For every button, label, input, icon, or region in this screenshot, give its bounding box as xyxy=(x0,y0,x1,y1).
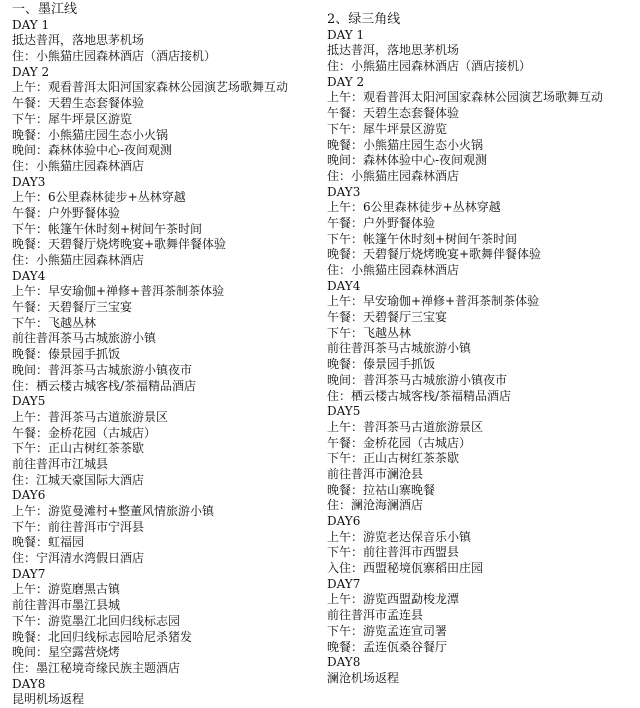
itinerary-line: 晚餐：天碧餐厅烧烤晚宴+歌舞伴餐体验 xyxy=(327,247,542,262)
day-heading: DAY 2 xyxy=(327,74,365,89)
itinerary-line: 上午：观看普洱太阳河国家森林公园演艺场歌舞互动 xyxy=(327,90,604,105)
itinerary-line: 下午：帐篷午休时刻+树间午茶时间 xyxy=(12,221,203,236)
day-heading: DAY4 xyxy=(327,278,361,293)
itinerary-line: 住：小熊猫庄园森林酒店 xyxy=(327,263,460,277)
itinerary-line: 上午：观看普洱太阳河国家森林公园演艺场歌舞互动 xyxy=(12,80,289,95)
itinerary-line: 前往普洱市澜沧县 xyxy=(327,466,424,481)
itinerary-line: 午餐：户外野餐体验 xyxy=(12,205,121,220)
itinerary-line: 前往普洱茶马古城旅游小镇 xyxy=(12,331,157,346)
day-heading: DAY 2 xyxy=(12,64,50,79)
itinerary-line: 晚间：普洱茶马古城旅游小镇夜市 xyxy=(12,362,193,377)
day-heading: DAY6 xyxy=(327,514,361,528)
itinerary-line: 午餐：天碧生态套餐体验 xyxy=(12,96,145,111)
itinerary-line: 上午：游览西盟勐梭龙潭 xyxy=(327,592,460,607)
itinerary-line: 下午：犀牛坪景区游览 xyxy=(12,111,133,126)
itinerary-line: 住：江城天豪国际大酒店 xyxy=(12,472,145,487)
day-heading: DAY3 xyxy=(12,174,46,189)
itinerary-line: 晚餐：小熊猫庄园生态小火锅 xyxy=(327,137,484,152)
itinerary-line: 下午：正山古树红茶茶歇 xyxy=(327,451,460,466)
itinerary-line: 上午：早安瑜伽+禅修+普洱茶制茶体验 xyxy=(327,294,540,309)
day-heading: DAY 1 xyxy=(327,27,365,42)
itinerary-line: 午餐：天碧餐厅三宝宴 xyxy=(327,310,448,325)
itinerary-line: 午餐：金桥花园（古城店） xyxy=(327,435,472,450)
itinerary-green-triangle-column xyxy=(327,12,633,687)
itinerary-line: 晚餐：傣景园手抓饭 xyxy=(327,357,436,372)
itinerary-line: 住：澜沧海澜酒店 xyxy=(327,498,424,513)
itinerary-line: 下午：游览孟连宣司署 xyxy=(327,623,448,638)
itinerary-line: 晚餐：傣景园手抓饭 xyxy=(12,347,121,362)
itinerary-line: 午餐：天碧餐厅三宝宴 xyxy=(12,300,133,315)
itinerary-line: 晚餐：拉祜山寨晚餐 xyxy=(327,482,436,497)
itinerary-line: 下午：帐篷午休时刻+树间午茶时间 xyxy=(327,231,518,246)
itinerary-mojiang-column xyxy=(12,2,324,708)
day-heading: DAY8 xyxy=(327,655,361,670)
itinerary-line: 午餐：金桥花园（古城店） xyxy=(12,425,157,440)
itinerary-line: 澜沧机场返程 xyxy=(327,670,400,685)
itinerary-line: 下午：正山古树红茶茶歇 xyxy=(12,441,145,456)
day-heading: DAY4 xyxy=(12,268,46,283)
itinerary-line: 前往普洱市江城县 xyxy=(12,456,109,471)
itinerary-line: 下午：飞越丛林 xyxy=(327,325,412,340)
day-heading: DAY5 xyxy=(327,404,361,419)
itinerary-line: 住：小熊猫庄园森林酒店 xyxy=(12,158,145,173)
itinerary-line: 下午：游览墨江北回归线标志园 xyxy=(12,613,181,628)
itinerary-line: 昆明机场返程 xyxy=(12,692,85,707)
itinerary-line: 下午：前往普洱市西盟县 xyxy=(327,545,460,560)
itinerary-line: 上午：早安瑜伽+禅修+普洱茶制茶体验 xyxy=(12,284,225,299)
itinerary-line: 上午：游览磨黑古镇 xyxy=(12,582,121,597)
itinerary-line: 前往普洱市孟连县 xyxy=(327,608,424,623)
itinerary-line: 住：栖云楼古城客栈/茶福精品酒店 xyxy=(327,388,512,403)
itinerary-line: 住：小熊猫庄园森林酒店（酒店接机） xyxy=(327,59,532,74)
itinerary-line: 晚餐：天碧餐厅烧烤晚宴+歌舞伴餐体验 xyxy=(12,237,227,252)
itinerary-line: 上午：6公里森林徒步+丛林穿越 xyxy=(327,200,501,215)
itinerary-line: 上午：6公里森林徒步+丛林穿越 xyxy=(12,190,186,205)
itinerary-line: 晚间：普洱茶马古城旅游小镇夜市 xyxy=(327,372,508,387)
route-title: 2、绿三角线 xyxy=(327,12,401,27)
itinerary-line: 下午：飞越丛林 xyxy=(12,315,97,330)
day-heading: DAY3 xyxy=(327,184,361,199)
day-heading: DAY6 xyxy=(12,488,46,503)
itinerary-line: 上午：游览曼滩村+整董风情旅游小镇 xyxy=(12,504,215,518)
itinerary-line: 前往普洱茶马古城旅游小镇 xyxy=(327,341,472,356)
itinerary-line: 晚餐：孟连佤桑谷餐厅 xyxy=(327,639,448,654)
itinerary-line: 晚餐：北回归线标志园哈尼杀猪发 xyxy=(12,629,193,644)
day-heading: DAY7 xyxy=(327,576,361,591)
itinerary-line: 前往普洱市墨江县城 xyxy=(12,598,121,613)
itinerary-line: 午餐：天碧生态套餐体验 xyxy=(327,106,460,121)
itinerary-line: 上午：普洱茶马古道旅游景区 xyxy=(12,409,169,424)
itinerary-line: 晚餐：小熊猫庄园生态小火锅 xyxy=(12,127,169,142)
itinerary-line: 入住：西盟秘境佤寨稻田庄园 xyxy=(327,561,484,576)
itinerary-line: 住：栖云楼古城客栈/茶福精品酒店 xyxy=(12,378,197,393)
itinerary-line: 抵达普洱，落地思茅机场 xyxy=(12,33,145,48)
day-heading: DAY8 xyxy=(12,676,46,691)
itinerary-line: 下午：前往普洱市宁洱县 xyxy=(12,519,145,534)
route-title: 一、墨江线 xyxy=(12,2,78,17)
itinerary-line: 住：小熊猫庄园森林酒店（酒店接机） xyxy=(12,49,217,64)
itinerary-line: 晚间：森林体验中心-夜间观测 xyxy=(327,153,488,168)
itinerary-line: 晚餐：虹福园 xyxy=(12,535,85,550)
itinerary-line: 住：宁洱清水湾假日酒店 xyxy=(12,551,145,566)
day-heading: DAY 1 xyxy=(12,17,50,32)
itinerary-line: 住：墨江秘境奇缘民族主题酒店 xyxy=(12,660,181,675)
itinerary-line: 住：小熊猫庄园森林酒店 xyxy=(12,253,145,267)
itinerary-line: 下午：犀牛坪景区游览 xyxy=(327,121,448,136)
day-heading: DAY5 xyxy=(12,394,46,409)
itinerary-line: 上午：游览老达保音乐小镇 xyxy=(327,529,472,544)
itinerary-line: 住：小熊猫庄园森林酒店 xyxy=(327,168,460,183)
itinerary-line: 上午：普洱茶马古道旅游景区 xyxy=(327,419,484,434)
itinerary-line: 晚间：森林体验中心-夜间观测 xyxy=(12,143,173,158)
day-heading: DAY7 xyxy=(12,566,46,581)
itinerary-line: 抵达普洱，落地思茅机场 xyxy=(327,43,460,58)
itinerary-line: 午餐：户外野餐体验 xyxy=(327,215,436,230)
itinerary-line: 晚间：星空露营烧烤 xyxy=(12,645,121,660)
